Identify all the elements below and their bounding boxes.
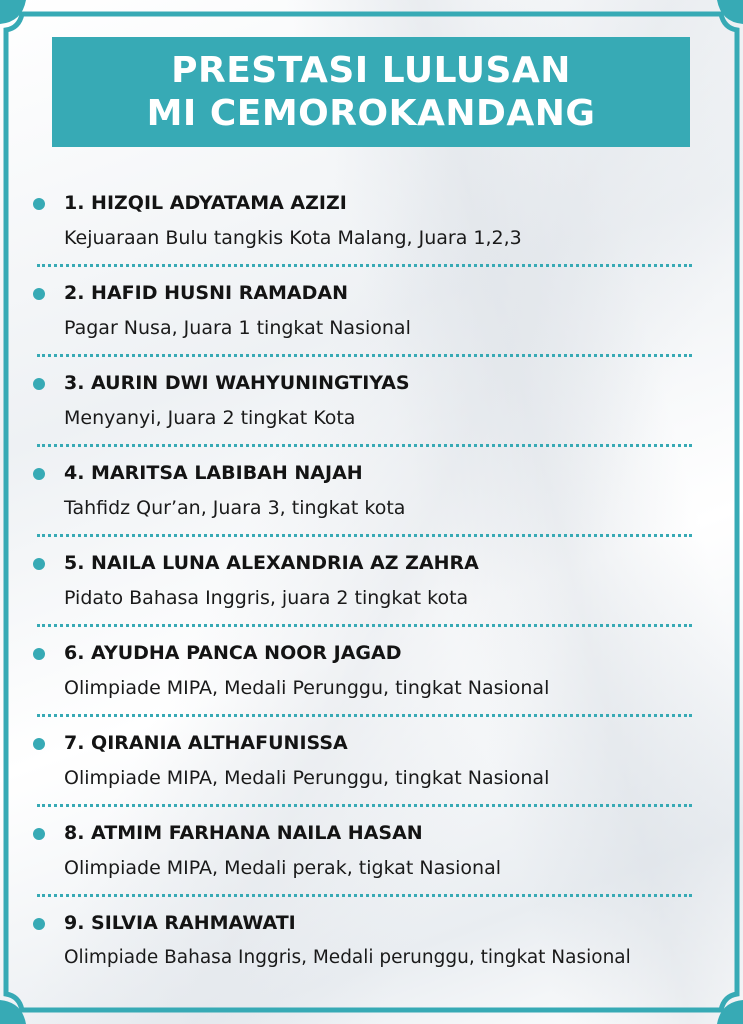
bullet-icon xyxy=(33,558,45,570)
achievement-item xyxy=(0,633,743,723)
achievement-detail: Tahfidz Qur’an, Juara 3, tingkat kota xyxy=(64,497,406,519)
achievement-detail: Kejuaraan Bulu tangkis Kota Malang, Juara 1,2,3 xyxy=(64,227,522,249)
achievement-item xyxy=(0,723,743,813)
bullet-icon xyxy=(33,288,45,300)
student-name: 6. AYUDHA PANCA NOOR JAGAD xyxy=(64,642,402,664)
dotted-divider xyxy=(37,264,692,267)
dotted-divider xyxy=(37,714,692,717)
title-line-2: MI CEMOROKANDANG xyxy=(146,93,596,134)
student-name: 2. HAFID HUSNI RAMADAN xyxy=(64,282,349,304)
achievement-item xyxy=(0,273,743,363)
achievement-item xyxy=(0,813,743,903)
student-name: 9. SILVIA RAHMAWATI xyxy=(64,912,296,934)
frame-corner-top-left xyxy=(0,0,26,24)
dotted-divider xyxy=(37,354,692,357)
dotted-divider xyxy=(37,894,692,897)
bullet-icon xyxy=(33,378,45,390)
student-name: 8. ATMIM FARHANA NAILA HASAN xyxy=(64,822,423,844)
student-name: 3. AURIN DWI WAHYUNINGTIYAS xyxy=(64,372,410,394)
achievement-item xyxy=(0,453,743,543)
title-banner xyxy=(52,37,690,147)
student-name: 7. QIRANIA ALTHAFUNISSA xyxy=(64,732,348,754)
bullet-icon xyxy=(33,648,45,660)
bullet-icon xyxy=(33,468,45,480)
bullet-icon xyxy=(33,198,45,210)
bullet-icon xyxy=(33,918,45,930)
achievement-item xyxy=(0,903,743,993)
frame-corner-bottom-left xyxy=(0,1000,26,1024)
bullet-icon xyxy=(33,828,45,840)
achievement-detail: Pagar Nusa, Juara 1 tingkat Nasional xyxy=(64,317,411,339)
dotted-divider xyxy=(37,624,692,627)
student-name: 1. HIZQIL ADYATAMA AZIZI xyxy=(64,192,347,214)
achievement-item xyxy=(0,363,743,453)
achievement-detail: Pidato Bahasa Inggris, juara 2 tingkat kota xyxy=(64,587,469,609)
achievement-detail: Olimpiade MIPA, Medali perak, tigkat Nasional xyxy=(64,857,501,879)
frame-corner-top-right xyxy=(717,0,743,24)
achievement-detail: Olimpiade MIPA, Medali Perunggu, tingkat Nasional xyxy=(64,767,550,789)
title-line-1: PRESTASI LULUSAN xyxy=(171,50,571,91)
student-name: 4. MARITSA LABIBAH NAJAH xyxy=(64,462,363,484)
achievement-item xyxy=(0,183,743,273)
achievement-item xyxy=(0,543,743,633)
achievement-detail: Menyanyi, Juara 2 tingkat Kota xyxy=(64,407,356,429)
dotted-divider xyxy=(37,534,692,537)
dotted-divider xyxy=(37,804,692,807)
achievement-detail: Olimpiade MIPA, Medali Perunggu, tingkat Nasional xyxy=(64,677,550,699)
bullet-icon xyxy=(33,738,45,750)
achievement-detail: Olimpiade Bahasa Inggris, Medali perunggu, tingkat Nasional xyxy=(64,947,631,968)
frame-corner-bottom-right xyxy=(717,1000,743,1024)
dotted-divider xyxy=(37,444,692,447)
student-name: 5. NAILA LUNA ALEXANDRIA AZ ZAHRA xyxy=(64,552,479,574)
